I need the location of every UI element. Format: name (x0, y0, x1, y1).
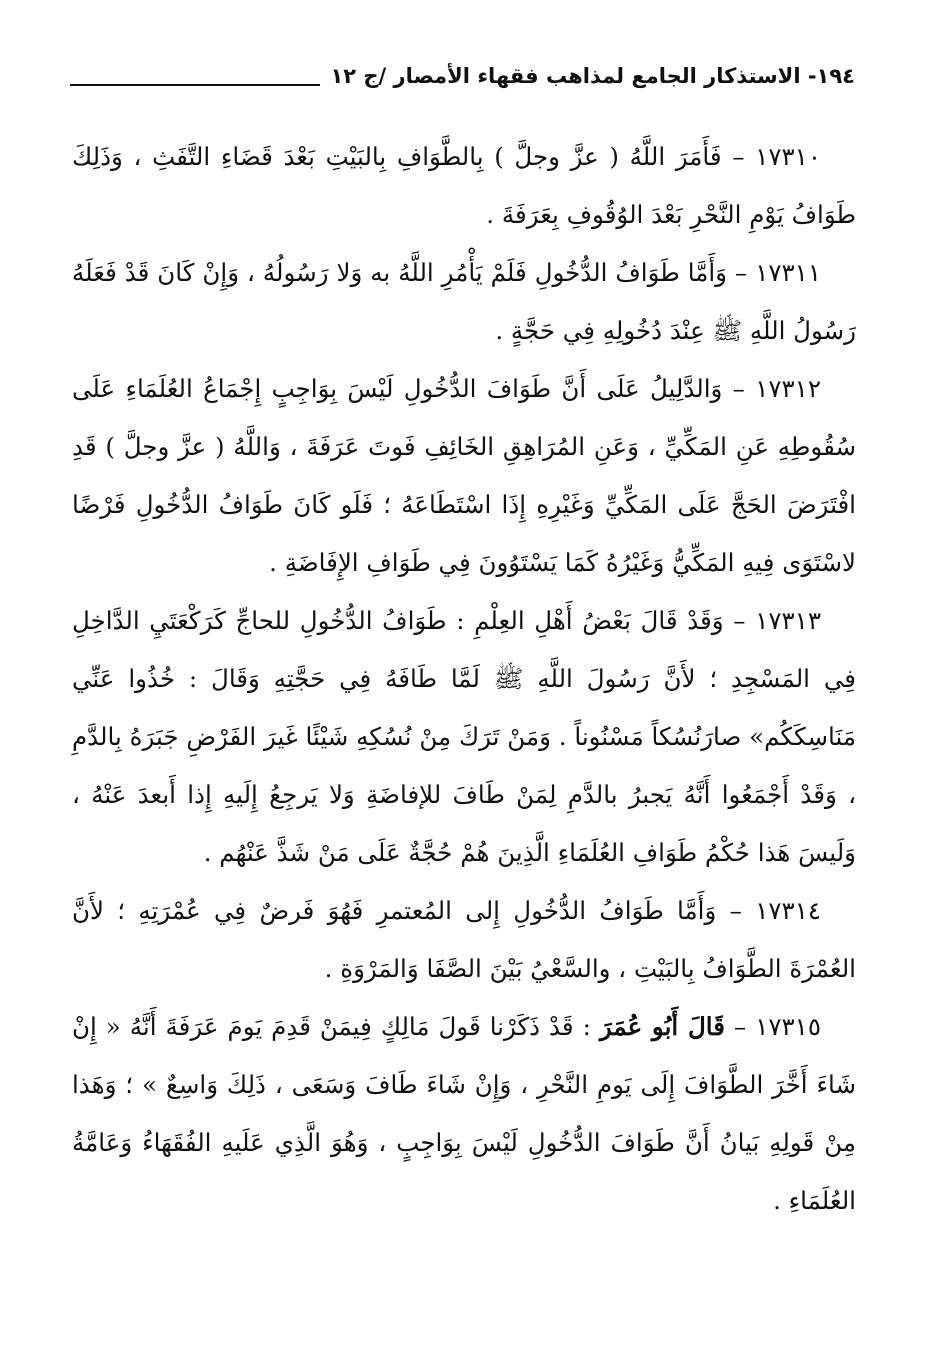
dash: – (723, 606, 746, 635)
paragraph-17312 (72, 360, 856, 592)
page-body (72, 128, 856, 1230)
paragraph-text: وَأَمَّا طَوَافُ الدُّخُولِ فَلَمْ يَأْمُرِ اللَّهُ به وَلا رَسُولُهُ ، وَإِنْ كَانَ قَدْ فَعَلَهُ رَسُولُ اللَّهِ ﷺ عِنْدَ دُخُولِهِ فِي حَجَّةٍ . (72, 258, 856, 345)
paragraph-lead: قَالَ أَبُو عُمَرَ (599, 1012, 725, 1041)
dash: – (716, 896, 742, 925)
header-title: ١٩٤- الاستذكار الجامع لمذاهب فقهاء الأمصار /ج ١٢ (330, 64, 855, 88)
dash: – (724, 1012, 747, 1041)
running-header (70, 56, 855, 96)
paragraph-17314 (72, 882, 856, 998)
paragraph-text: وَالدَّلِيلُ عَلَى أَنَّ طَوَافَ الدُّخُولِ لَيْسَ بِوَاجِبٍ إِجْمَاعُ العُلَمَاءِ عَلَى سُقُوطِهِ عَنِ المَكِّيِّ ، وَعَنِ المُرَاهِقِ الخَائِفِ فَوتَ عَرَفَةَ ، وَاللَّهُ ( عزَّ وجلَّ ) قَدِ افْتَرَضَ الحَجَّ عَلَى المَكِّيِّ وَغَيْرِهِ إِذَا اسْتَطَاعَهُ ؛ فَلَو كَانَ طَوَافُ الدُّخُولِ فَرْضًا لاسْتَوَى فِيهِ المَكِّيُّ وَغَيْرُهُ كَمَا يَسْتَوُونَ فِي طَوَافِ الإِفَاضَةِ . (72, 374, 856, 577)
paragraph-number: ١٧٣١٣ (755, 606, 821, 635)
paragraph-17315 (72, 998, 856, 1230)
dash: – (726, 258, 748, 287)
paragraph-text: وَقَدْ قَالَ بَعْضُ أَهْلِ العِلْمِ : طَوَافُ الدُّخُولِ للحاجِّ كَرَكْعَتَيِ الدَّاخِلِ فِي المَسْجِدِ ؛ لأَنَّ رَسُولَ اللَّهِ ﷺ لَمَّا طَافَهُ فِي حَجَّتِهِ وَقَالَ : خُذُوا عَنِّي مَنَاسِكَكُم» صارَنُسُكاً مَسْنُوناً . وَمَنْ تَرَكَ مِنْ نُسُكِهِ شَيْئًا غَيرَ الفَرْضِ جَبَرَهُ بِالدَّمِ ، وَقَدْ أَجْمَعُوا أَنَّهُ يَجبرُ بالدَّمِ لِمَنْ طَافَ للإفاضَةِ وَلا يَرجِعُ إِلَيهِ إِذا أَبعدَ عَنْهُ ، وَلَيسَ هَذا حُكْمُ طَوَافِ العُلَمَاءِ الَّذِينَ هُمْ حُجَّةٌ عَلَى مَنْ شَذَّ عَنْهُم . (72, 606, 856, 867)
paragraph-17310 (72, 128, 856, 244)
paragraph-17311 (72, 244, 856, 360)
header-rule (70, 84, 320, 86)
paragraph-number: ١٧٣١٤ (755, 896, 822, 925)
paragraph-text: وَأَمَّا طَوَافُ الدُّخُولِ إِلى المُعتمرِ فَهُوَ فَرضٌ فِي عُمْرَتِهِ ؛ لأَنَّ العُمْرَةَ الطَّوَافُ بِالبَيْتِ ، والسَّعْيُ بَيْنَ الصَّفَا وَالمَرْوَةِ . (72, 896, 856, 983)
paragraph-text: : قَدْ ذَكَرْنا قَولَ مَالِكٍ فِيمَنْ قَدِمَ يَومَ عَرَفَةَ أَنَّهُ « إِنْ شَاءَ أَخَّرَ الطَّوَافَ إِلَى يَومِ النَّحْرِ ، وَإِنْ شَاءَ طَافَ وَسَعَى ، ذَلِكَ وَاسِعٌ » ؛ وَهَذا مِنْ قَولِهِ بَيانُ أَنَّ طَوَافَ الدُّخُولِ لَيْسَ بِوَاجِبٍ ، وَهُوَ الَّذِي عَلَيهِ الفُقَهَاءُ وَعَامَّةُ العُلَمَاءِ . (72, 1012, 856, 1215)
paragraph-number: ١٧٣١٢ (755, 374, 821, 403)
dash: – (721, 142, 745, 171)
dash: – (722, 374, 745, 403)
paragraph-17313 (72, 592, 856, 882)
paragraph-number: ١٧٣١٥ (755, 1012, 821, 1041)
paragraph-text: فَأَمَرَ اللَّهُ ( عزَّ وجلَّ ) بِالطَّوَافِ بِالبَيْتِ بَعْدَ قَضَاءِ التَّفَثِ ، وَذَلِكَ طَوَافُ يَوْمِ النَّحْرِ بَعْدَ الوُقُوفِ بِعَرَفَةَ . (72, 142, 856, 229)
paragraph-number: ١٧٣١١ (755, 258, 821, 287)
paragraph-number: ١٧٣١٠ (755, 142, 821, 171)
